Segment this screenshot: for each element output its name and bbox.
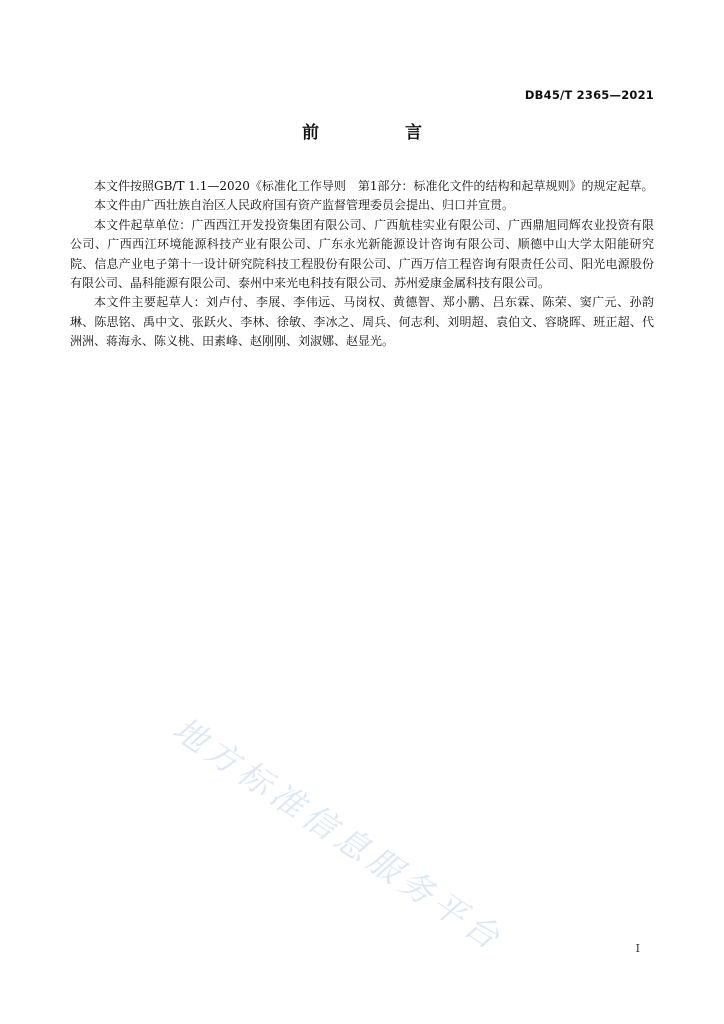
paragraph-drafting-units: 本文件起草单位：广西西江开发投资集团有限公司、广西航桂实业有限公司、广西鼎旭同辉农业投资有限公司、广西西江环境能源科技产业有限公司、广东永光新能源设计咨询有限公司、顺德中山大学太阳能研究院、信息产业电子第十一设计研究院科技工程股份有限公司、广西万信工程咨询有限责任公司、阳光电源股份有限公司、晶科能源有限公司、泰州中来光电科技有限公司、苏州爱康金属科技有限公司。 bbox=[70, 217, 654, 291]
paragraph-proposer: 本文件由广西壮族自治区人民政府国有资产监督管理委员会提出、归口并宣贯。 bbox=[94, 198, 515, 213]
page-title: 前 言 bbox=[302, 123, 462, 143]
watermark: 地方标准信息服务平台 bbox=[165, 708, 512, 960]
paragraph-basis: 本文件按照GB/T 1.1—2020《标准化工作导则 第1部分：标准化文件的结构和起草规则》的规定起草。 bbox=[94, 179, 654, 193]
document-body bbox=[70, 177, 654, 352]
paragraph-drafters: 本文件主要起草人：刘卢付、李展、李伟远、马岗权、黄德智、郑小鹏、吕东霖、陈荣、窦广元、孙韵琳、陈思铭、禹中文、张跃火、李林、徐敏、李冰之、周兵、何志利、刘明超、袁伯文、容晓晖、班正超、代洲洲、蒋海永、陈义桃、田素峰、赵刚刚、刘淑娜、赵显光。 bbox=[70, 295, 654, 349]
page-number: I bbox=[635, 942, 640, 955]
document-code: DB45/T 2365—2021 bbox=[524, 88, 654, 102]
